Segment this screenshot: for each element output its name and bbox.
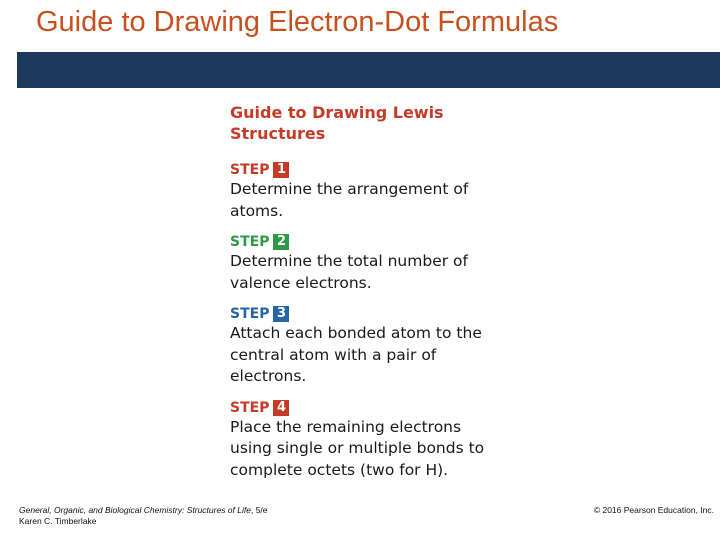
copyright-notice: © 2016 Pearson Education, Inc. xyxy=(593,505,714,515)
step-number-badge: 2 xyxy=(273,234,289,250)
step-1 xyxy=(230,161,520,222)
step-label xyxy=(230,233,520,251)
step-label xyxy=(230,399,520,417)
step-word: STEP xyxy=(230,162,270,178)
step-number-badge: 1 xyxy=(273,162,289,178)
step-2 xyxy=(230,233,520,294)
step-number-badge: 3 xyxy=(273,306,289,322)
step-word: STEP xyxy=(230,306,270,322)
step-number-badge: 4 xyxy=(273,400,289,416)
step-text: Determine the arrangement of atoms. xyxy=(230,180,469,220)
step-4 xyxy=(230,399,520,482)
step-label xyxy=(230,161,520,179)
book-edition: , 5/e xyxy=(250,505,268,515)
header-bar xyxy=(17,52,720,88)
step-3 xyxy=(230,305,520,388)
step-label xyxy=(230,305,520,323)
book-title: General, Organic, and Biological Chemistry: Structures of Life xyxy=(19,505,251,515)
step-text: Place the remaining electrons using single or multiple bonds to complete octets (two for H). xyxy=(230,417,485,479)
step-text: Attach each bonded atom to the central atom with a pair of electrons. xyxy=(230,324,482,385)
step-text: Determine the total number of valence electrons. xyxy=(230,252,468,292)
footer-citation xyxy=(19,505,268,527)
slide-title: Guide to Drawing Electron-Dot Formulas xyxy=(36,6,559,38)
author-name: Karen C. Timberlake xyxy=(19,516,97,526)
step-word: STEP xyxy=(230,234,270,250)
book-citation xyxy=(19,505,268,516)
step-word: STEP xyxy=(230,399,270,416)
guide-title: Guide to Drawing Lewis Structures xyxy=(230,103,444,143)
lewis-guide-panel xyxy=(230,102,520,481)
